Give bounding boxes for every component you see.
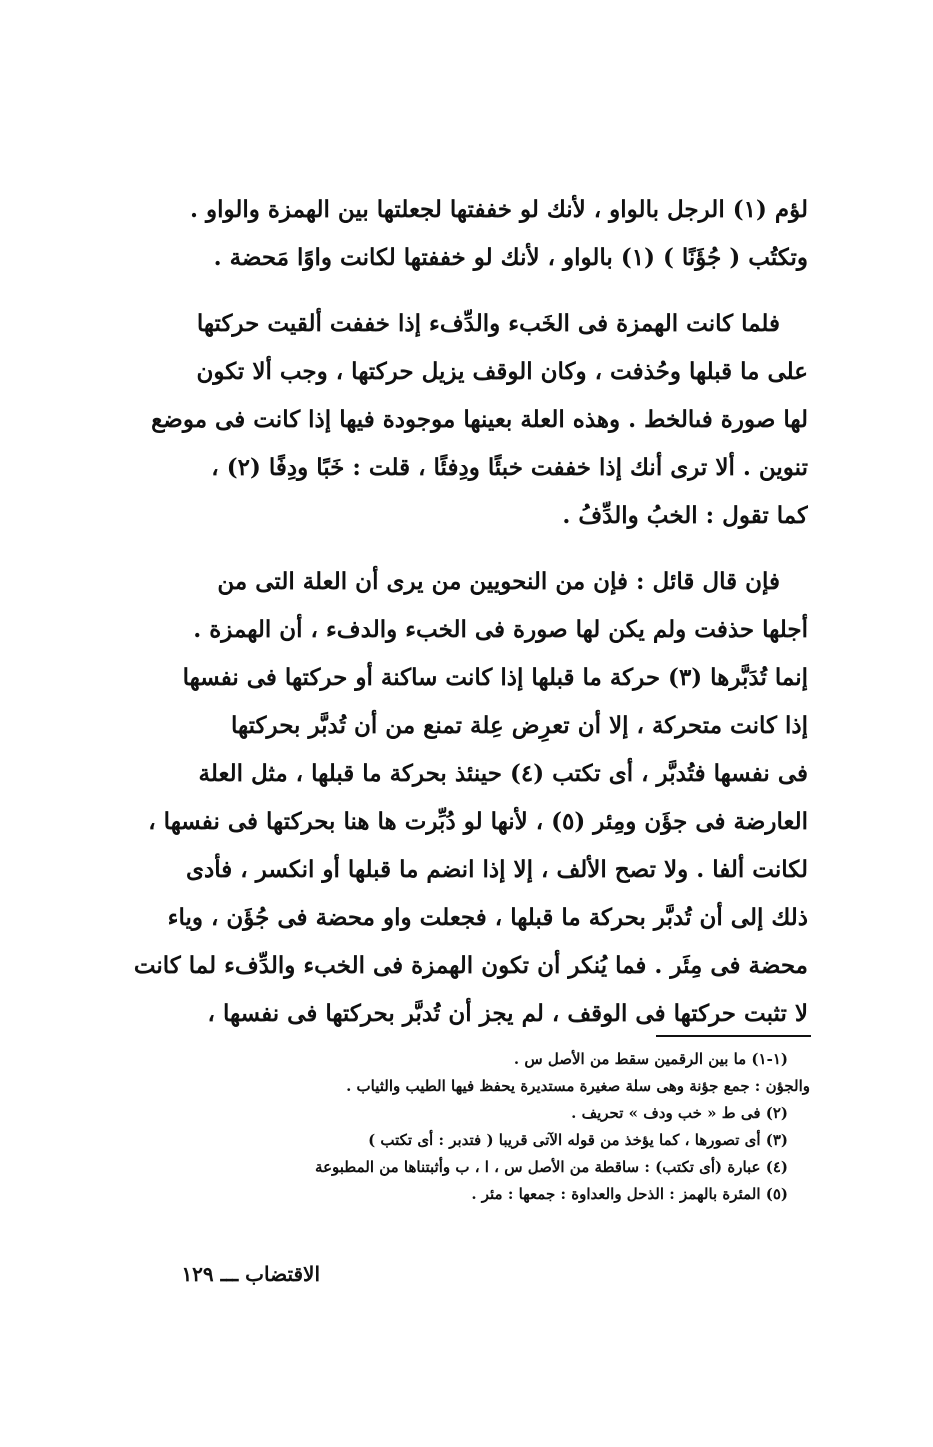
text-line: محضة فى مِئَر . فما يُنكر أن تكون الهمزة فى الخبء والدِّفء لما كانت (133, 952, 808, 979)
text-line: ذلك إلى أن تُدبَّر بحركة ما قبلها ، فجعلت واو محضة فى جُؤَن ، وياء (167, 904, 808, 931)
text-line: على ما قبلها وحُذفت ، وكان الوقف يزيل حركتها ، وجب ألا تكون (196, 358, 808, 385)
text-line: لؤم (١) الرجل بالواو ، لأنك لو خففتها لجعلتها بين الهمزة والواو . (189, 196, 808, 223)
text-line: أجلها حذفت ولم يكن لها صورة فى الخبء والدفء ، أن الهمزة . (193, 616, 808, 643)
footnote-divider (656, 1035, 811, 1037)
text-line: فإن قال قائل : فإن من النحويين من يرى أن العلة التى من (217, 568, 780, 595)
footnote: (١-١) ما بين الرقمين سقط من الأصل س . (513, 1050, 788, 1068)
footnote: والجؤن : جمع جؤنة وهى سلة صغيرة مستديرة يحفظ فيها الطيب والثياب . (346, 1077, 810, 1095)
page-footer: الاقتضاب ـــ ١٢٩ (181, 1262, 320, 1286)
main-text (130, 186, 808, 1038)
text-line: إنما تُدَبَّرها (٣) حركة ما قبلها إذا كانت ساكنة أو حركتها فى نفسها (182, 664, 808, 691)
footnote: (٣) أى تصورها ، كما يؤخذ من قوله الآتى قريبا ( فتدبر : أى تكتب ) (368, 1131, 788, 1149)
paragraph-2 (130, 300, 808, 540)
footnotes (240, 1046, 810, 1208)
paragraph-1 (130, 186, 808, 282)
text-line: فى نفسها فتُدبَّر ، أى تكتب (٤) حينئذ بحركة ما قبلها ، مثل العلة (198, 760, 808, 787)
paragraph-3 (130, 558, 808, 1038)
text-line: لا تثبت حركتها فى الوقف ، لم يجز أن تُدبَّر بحركتها فى نفسها ، (207, 1000, 808, 1027)
text-line: كما تقول : الخبُ والدِّفُ . (562, 502, 808, 529)
footnote: (٤) عبارة (أى تكتب) : ساقطة من الأصل س ، ا ، ب وأثبتناها من المطبوعة (315, 1158, 788, 1176)
text-line: فلما كانت الهمزة فى الخَبء والدِّفء إذا خففت ألقيت حركتها (196, 310, 780, 337)
text-line: لها صورة فىالخط . وهذه العلة بعينها موجودة فيها إذا كانت فى موضع (151, 406, 808, 433)
footnote: (٥) المئرة بالهمز : الذحل والعداوة : جمعها : مئر . (471, 1185, 788, 1203)
text-line: العارضة فى جؤَن ومِئر (٥) ، لأنها لو دُبِّرت ها هنا بحركتها فى نفسها ، (148, 808, 808, 835)
text-line: تنوين . ألا ترى أنك إذا خففت خبئًا ودِفئًا ، قلت : خَبًا ودِفًا (٢) ، (211, 454, 808, 481)
text-line: لكانت ألفا . ولا تصح الألف ، إلا إذا انضم ما قبلها أو انكسر ، فأدى (186, 856, 808, 883)
text-line: وتكتُب ( جُؤَنًا ) (١) بالواو ، لأنك لو خففتها لكانت واوًا مَحضة . (213, 244, 808, 271)
footnote: (٢) فى ط « خب ودف » تحريف . (571, 1104, 788, 1122)
text-line: إذا كانت متحركة ، إلا أن تعرِض عِلة تمنع من أن تُدبَّر بحركتها (231, 712, 808, 739)
